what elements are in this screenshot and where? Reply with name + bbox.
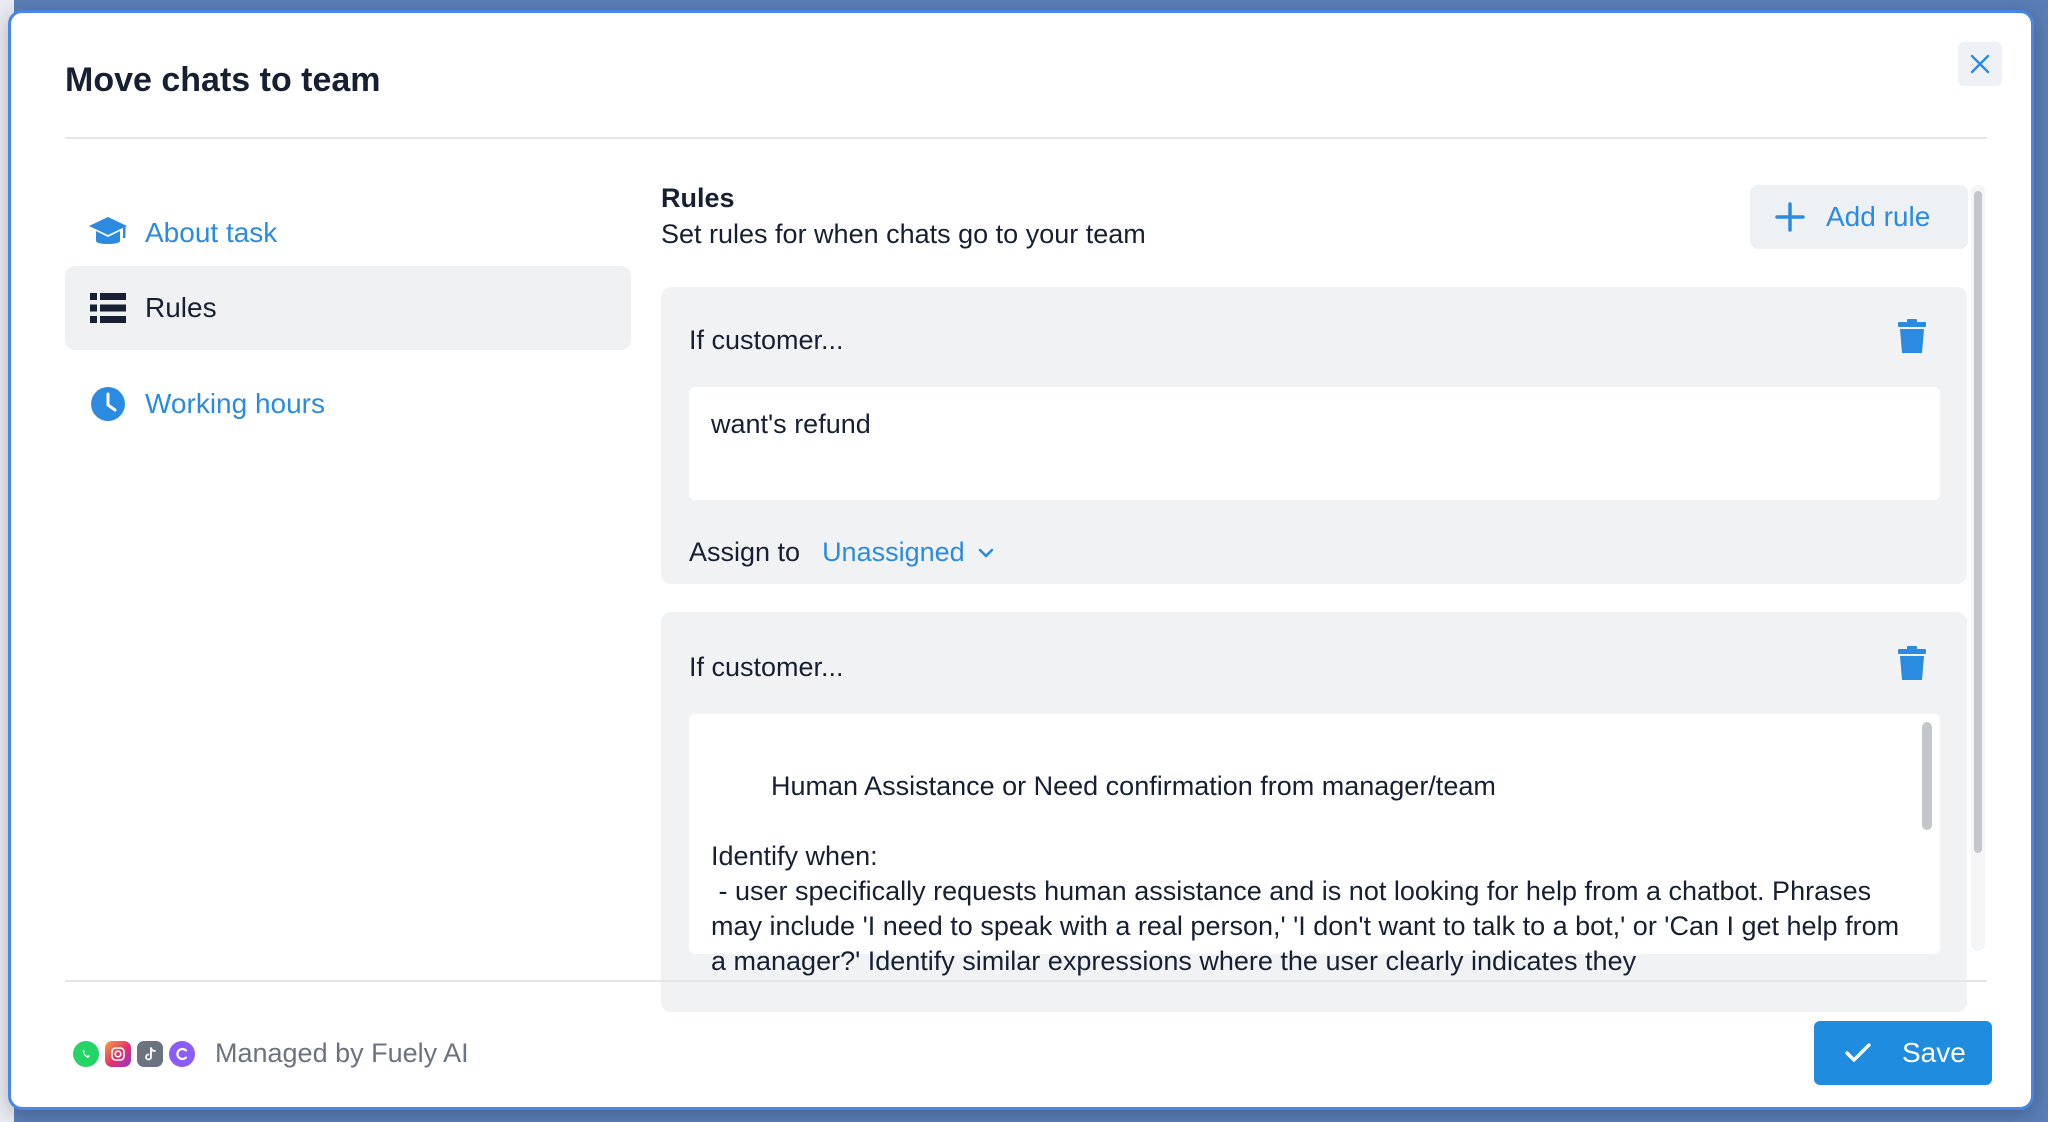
- close-icon: [1968, 52, 1992, 76]
- sidebar-item-label: Working hours: [145, 388, 326, 419]
- section-title: Rules: [661, 183, 735, 213]
- add-rule-button[interactable]: [1750, 185, 1968, 249]
- list-icon: [89, 289, 127, 327]
- clock-icon: [89, 385, 127, 423]
- fuely-icon: [169, 1041, 195, 1067]
- rules-list[interactable]: [661, 287, 1983, 976]
- trash-icon: [1897, 646, 1927, 680]
- modal-title: Move chats to team: [65, 61, 381, 99]
- header-divider: [65, 137, 1987, 139]
- footer-divider: [65, 980, 1987, 982]
- rule-condition-input[interactable]: want's refund: [689, 387, 1940, 500]
- rule-condition-input[interactable]: [689, 714, 1940, 976]
- assign-to-label: Assign to: [689, 537, 801, 567]
- delete-rule-button[interactable]: [1897, 319, 1931, 357]
- footer-brand: [73, 1038, 469, 1069]
- add-rule-label: Add rule: [1826, 201, 1931, 232]
- scrollbar-thumb[interactable]: [1974, 191, 1982, 853]
- save-label: Save: [1902, 1037, 1966, 1068]
- tiktok-icon: [137, 1041, 163, 1067]
- check-icon: [1844, 1042, 1872, 1064]
- delete-rule-button[interactable]: [1897, 646, 1931, 684]
- section-subtitle: Set rules for when chats go to your team: [661, 219, 1146, 249]
- chevron-down-icon: [977, 547, 995, 559]
- instagram-icon: [105, 1041, 131, 1067]
- sidebar-item-about-task[interactable]: [65, 191, 631, 275]
- sidebar-item-label: Rules: [145, 292, 217, 323]
- close-button[interactable]: [1958, 42, 2002, 86]
- graduation-cap-icon: [89, 214, 127, 252]
- save-button[interactable]: [1814, 1021, 1992, 1085]
- sidebar-item-rules[interactable]: [65, 266, 631, 350]
- rules-scrollbar[interactable]: [1971, 185, 1985, 951]
- move-chats-modal: [8, 10, 2034, 1110]
- assign-to-value: Unassigned: [822, 537, 965, 567]
- plus-icon: [1774, 201, 1806, 233]
- rule-condition-text: Human Assistance or Need confirmation from manager/team Identify when: - user specifically requests human assistance and is not looking for help from a chatbot. Phrases may include 'I need to speak with a real person,' 'I don't want to talk to a bot,' or 'Can I get help from a manager?' Identify similar expressions where the user clearly indicates they: [711, 771, 1900, 976]
- rule-card: [661, 287, 1967, 584]
- rule-condition-label: If customer...: [689, 652, 844, 682]
- input-scrollbar[interactable]: [1922, 722, 1932, 830]
- rule-condition-label: If customer...: [689, 325, 844, 355]
- sidebar-item-working-hours[interactable]: [65, 362, 631, 446]
- trash-icon: [1897, 319, 1927, 353]
- rule-card: [661, 612, 1967, 1012]
- sidebar-item-label: About task: [145, 217, 278, 248]
- assign-to-dropdown[interactable]: [822, 537, 995, 568]
- whatsapp-icon: [73, 1041, 99, 1067]
- assign-row: [689, 537, 995, 568]
- managed-by-text: Managed by Fuely AI: [215, 1038, 469, 1068]
